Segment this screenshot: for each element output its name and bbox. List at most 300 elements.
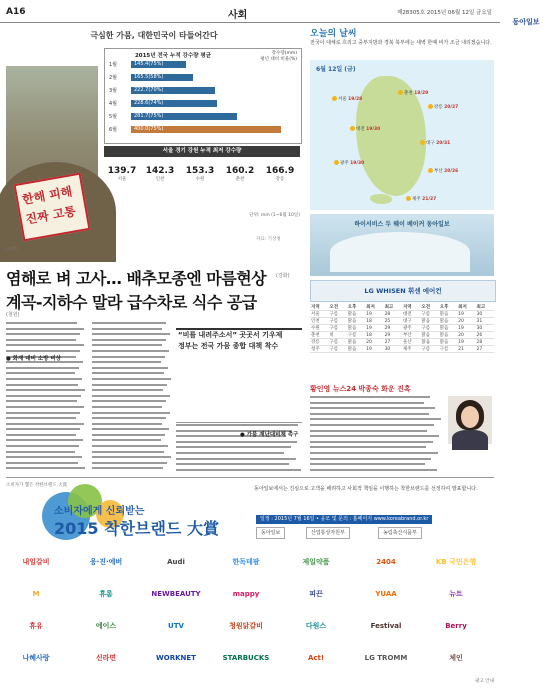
text-line [92,456,171,458]
pull-quote [176,328,302,423]
sponsor-badge: 동아일보 [256,527,285,539]
byline-2: (철원) [6,312,20,318]
brand-logo: STARBUCKS [222,654,270,662]
cell-label: 강릉 [275,177,285,182]
text-line [6,339,76,341]
table-cell [144,166,176,182]
brand-logo: YUAA [375,590,397,598]
brand-logo: Berry [445,622,467,630]
brand-award-ad [6,477,494,688]
text-line [176,452,284,454]
brand-logo: 휴롬 [99,590,113,598]
text-line [6,451,75,453]
text-line [92,417,166,419]
weather-cell: 21 [457,346,475,353]
city-name: 제주 [412,197,421,202]
brand-logo: 에이스 [95,622,117,630]
cell-label: 수원 [195,177,205,182]
face-shape [461,406,479,428]
cell-value: 142.3 [145,166,175,176]
brand-logo: 제일약품 [302,558,330,566]
subhead-text: ● 가뭄 재난대비책 촉구 [240,432,299,438]
page-header [0,0,540,26]
text-line [92,423,162,425]
text-line [6,372,75,374]
weather-cell: 광주 [402,325,420,332]
cell-label: 인천 [155,177,165,182]
city-label [428,168,458,174]
brand-logo: 체인 [449,654,463,662]
brand-logo: KB 국민은행 [435,558,477,566]
text-line [6,406,84,408]
city-label [406,196,436,202]
table-note: 단위: mm (1~6월 10일) [249,213,300,218]
weather-row [310,332,494,339]
weather-cell: 26 [476,332,494,339]
weather-table [310,304,494,353]
weather-row [310,304,494,311]
column-heading: 황인영 뉴스24 박종숙 화운 진혹 [310,385,411,393]
weather-cell: 강릉 [310,339,328,346]
text-line [310,413,429,415]
brand-logo: 다원스 [305,622,327,630]
text-line [92,328,162,330]
text-line [176,469,301,471]
weather-cell: 최고 [384,304,402,311]
city-label [350,126,380,132]
text-line [310,441,433,443]
weather-map [310,60,494,210]
bar-category-label: 3월 [109,88,118,94]
photo-caption: (사진) [6,247,19,252]
min-rainfall-table [104,146,300,222]
weather-cell: 28 [384,311,402,318]
ad-top-label: 소비자가 뽑은 착한브랜드 大賞 [6,483,68,488]
text-line [6,462,78,464]
brand-logo: mappy [232,590,260,598]
text-line [176,463,289,465]
weather-cell: 구름 [420,325,438,332]
legend-item: 평년 대비 비율(%) [260,57,297,62]
weather-cell: 19 [457,311,475,318]
text-line [6,467,85,469]
subhead-1 [6,352,86,364]
weather-cell: 맑음 [347,346,365,353]
brand-logo: 청원닭갈비 [229,622,263,630]
cell-value: 153.3 [185,166,215,176]
text-line [310,430,427,432]
weather-cell: 20 [365,339,383,346]
text-line [6,389,85,391]
text-line [92,467,163,469]
brand-logo: UTV [168,622,184,630]
weather-cell: 부산 [402,332,420,339]
weather-row [310,339,494,346]
text-line [6,428,80,430]
weather-cell: 27 [384,339,402,346]
text-line [92,395,170,397]
text-line [92,378,171,380]
weather-cell: 맑음 [439,311,457,318]
byline-1: (강화) [276,273,290,279]
text-line [92,344,162,346]
text-line [92,428,169,430]
text-line [6,445,79,447]
text-line [6,417,76,419]
subhead-2 [240,428,310,440]
weather-cell: 30 [384,346,402,353]
newspaper-logo: 동아일보 [512,18,540,26]
text-line [92,350,169,352]
protest-sign [13,173,90,242]
text-line [310,407,435,409]
weather-cell: 20 [457,318,475,325]
text-line [310,463,425,465]
bar-value-label: 222.7(70%) [134,87,164,93]
text-line [92,384,167,386]
city-label [398,90,428,96]
text-line [92,389,163,391]
weather-cell: 구름 [420,311,438,318]
pull-quote-line: “비를 내려주소서” 곳곳서 기우제 [178,331,283,339]
bar-value-label: 228.6(74%) [134,100,164,106]
weather-cell: 최고 [476,304,494,311]
page-number: A16 [6,7,26,17]
cell-label: 서울 [117,177,127,182]
text-line [92,356,165,358]
weather-cell: 청주 [310,346,328,353]
cell-label: 춘천 [235,177,245,182]
brand-logo: 2404 [376,558,396,566]
issue-info [397,8,540,26]
weather-cell: 울산 [402,339,420,346]
brand-logo: 내일갈비 [22,558,50,566]
sun-icon [350,126,355,131]
weather-cell: 27 [476,346,494,353]
issue-date: 제28305호 2015년 06월 12일 금요일 [397,10,492,16]
text-line [6,412,80,414]
weather-cell: 구름 [328,318,346,325]
weather-cell: 대전 [402,311,420,318]
article-column-2 [92,322,172,472]
weather-cell: 지역 [402,304,420,311]
text-line [6,344,84,346]
weather-cell: 인천 [310,318,328,325]
text-line [310,424,434,426]
chart-title: 2015년 전국 누적 강수량 평균 [134,53,212,59]
weather-cell: 18 [365,318,383,325]
brand-logo: 신라면 [95,654,117,662]
columnist-photo [448,396,492,444]
section-title: 사회 [228,10,248,21]
weather-cell: 오전 [420,304,438,311]
text-line [310,435,439,437]
text-line [6,384,78,386]
weather-row [310,311,494,318]
sun-icon [332,96,337,101]
text-line [310,469,437,471]
text-line [92,439,161,441]
table-title: 서울 경기 강원 누적 최저 강수량 [104,146,300,157]
text-line [310,396,430,398]
ad-tagline: 소비자에게 신뢰받는 [54,506,145,517]
weather-ad-banner [310,214,494,276]
city-label [420,140,450,146]
text-line [6,423,84,425]
sun-icon [420,140,425,145]
ad-footer: 광고 안내 [475,679,494,684]
city-temp: 20/31 [436,141,451,146]
city-name: 대전 [356,127,365,132]
weather-cell: 18 [365,332,383,339]
city-name: 서울 [338,97,347,102]
weather-title: 오늘의 날씨 [310,29,357,39]
sponsor-badge: 농림축산식품부 [378,527,422,539]
rainfall-bar [131,87,215,94]
weather-cell: 맑음 [347,311,365,318]
weather-cell: 맑음 [347,339,365,346]
bar-value-label: 145.4(75%) [134,61,164,67]
sun-icon [334,160,339,165]
brand-logo-grid [6,548,494,680]
weather-cell: 맑음 [439,339,457,346]
text-line [92,400,166,402]
text-line [6,400,77,402]
sign-text-1: 한해 피해 [21,184,74,207]
weather-row [310,346,494,353]
brand-logo: 한독테팜 [232,558,260,566]
text-line [176,458,296,460]
sponsor-badge: 산업통상자원부 [306,527,350,539]
weather-cell: 제주 [402,346,420,353]
weather-cell: 맑음 [420,332,438,339]
column-body [310,396,442,474]
bar-value-label: 165.5(58%) [134,74,164,80]
weather-cell: 구름 [328,346,346,353]
banner-text: 하이서비스 두 웨이 베이커 동아일보 [354,221,450,228]
table-cell [106,166,138,182]
map-date: 6월 12일 (금) [316,66,356,73]
text-line [92,451,164,453]
headline-2: 계곡-지하수 말라 급수차로 식수 공급 [6,293,257,312]
city-label [428,104,458,110]
city-temp: 20/27 [444,105,459,110]
bar-category-label: 4월 [109,101,118,107]
weather-cell: 19 [457,325,475,332]
headline-1: 염해로 벼 고사… 배추모종엔 마름현상 [6,269,267,288]
pull-quote-line: 정부는 전국 가뭄 종합 대책 착수 [178,342,279,350]
brand-logo: LG TROMM [364,654,408,662]
text-line [6,333,80,335]
city-name: 춘천 [404,91,413,96]
weather-cell: 맑음 [439,325,457,332]
aircon-ad-banner [310,280,496,302]
brand-logo: 뉴트 [449,590,463,598]
brand-logo: 나혜사랑 [22,654,50,662]
weather-cell: 구름 [328,339,346,346]
jeju-shape [370,194,392,204]
city-name: 광주 [340,161,349,166]
text-line [6,434,76,436]
sun-icon [398,90,403,95]
text-line [6,322,77,324]
drought-infographic [6,26,302,252]
text-line [176,441,297,443]
text-line [176,446,291,448]
weather-cell: 최저 [365,304,383,311]
sign-text-2: 진짜 고통 [24,204,77,227]
bar-category-label: 2월 [109,75,118,81]
sun-icon [428,168,433,173]
ad-info-bar: 일정 : 2015년 7월 16일 • 응모 및 문의 : 홈페이지 www.koreabrand.or.kr [256,515,432,524]
weather-cell: 구름 [420,346,438,353]
body-shape [452,430,488,450]
brand-logo: Audi [167,558,185,566]
rainfall-chart [104,48,302,144]
table-cell [184,166,216,182]
bar-category-label: 6월 [109,127,118,133]
city-label [334,160,364,166]
text-line [92,462,167,464]
weather-cell: 최저 [457,304,475,311]
weather-cell: 오후 [439,304,457,311]
weather-cell: 29 [384,332,402,339]
text-line [310,446,426,448]
sun-icon [428,104,433,109]
weather-cell: 31 [476,318,494,325]
weather-cell: 맑음 [420,318,438,325]
brand-logo: NEWBEAUTY [151,590,201,598]
text-line [92,445,168,447]
weather-cell: 20 [457,332,475,339]
city-temp: 20/26 [444,169,459,174]
cell-value: 139.7 [107,166,137,176]
mountain-shape [330,232,470,272]
city-temp: 19/30 [366,127,381,132]
text-line [310,452,438,454]
text-line [92,434,165,436]
drought-photo [6,66,98,244]
weather-cell: 맑음 [347,325,365,332]
text-line [92,406,162,408]
subhead-text: ● 화재 대비 소방 비상 [6,356,61,362]
weather-intro: 전국이 대체로 흐리고 중부지방과 경북 북부에는 새벽 한때 비가 조금 내리겠습니다. [310,40,492,46]
rainfall-bar [131,74,193,81]
text-line [6,456,82,458]
weather-cell: 맑음 [347,318,365,325]
weather-cell: 맑음 [439,318,457,325]
ad-description: 동아일보에서는 진심으로 고객을 배려하고 사회적 책임을 이행하는 착한브랜드를 선정하여 발표합니다. [254,486,478,492]
brand-logo: Festival [370,622,402,630]
brand-logo: 웅·진·에버 [89,558,123,566]
city-temp: 19/30 [350,161,365,166]
text-line [92,339,166,341]
brand-logo: 휴유 [29,622,43,630]
weather-cell: 19 [365,325,383,332]
bar-category-label: 1월 [109,62,118,68]
text-line [6,378,82,380]
text-line [310,418,441,420]
text-line [92,412,170,414]
brand-logo: WORKNET [156,654,196,662]
weather-cell: 맑음 [439,332,457,339]
weather-cell: 오후 [347,304,365,311]
text-line [310,458,431,460]
text-line [92,361,161,363]
weather-header [310,26,494,40]
text-line [92,372,164,374]
weather-cell: 맑음 [420,339,438,346]
text-line [92,333,170,335]
city-label [332,96,362,102]
weather-cell: 오전 [328,304,346,311]
rainfall-bar [131,113,237,120]
weather-cell: 서울 [310,311,328,318]
city-temp: 18/29 [414,91,429,96]
text-line [92,322,166,324]
weather-cell: 19 [365,311,383,318]
city-name: 강릉 [434,105,443,110]
legend-item: 강수량(mm) [271,51,297,56]
ad-title: 2015 착한브랜드 大賞 [54,519,219,538]
rainfall-bar [131,126,281,133]
weather-cell: 비 [328,332,346,339]
weather-cell: 구름 [328,325,346,332]
weather-cell: 30 [476,311,494,318]
weather-cell: 19 [365,346,383,353]
city-name: 대구 [426,141,435,146]
city-name: 부산 [434,169,443,174]
weather-cell: 29 [384,325,402,332]
weather-cell: 19 [457,339,475,346]
table-cell [224,166,256,182]
chart-source: 자료: 기상청 [256,237,281,242]
weather-cell: 대구 [402,318,420,325]
brand-logo: 피끈 [309,590,323,598]
text-line [6,367,79,369]
text-line [176,424,298,426]
weather-cell: 구름 [347,332,365,339]
cell-value: 160.2 [225,166,255,176]
weather-cell: 수원 [310,325,328,332]
text-line [6,328,84,330]
weather-cell: 25 [384,318,402,325]
city-temp: 21/27 [422,197,437,202]
text-line [6,439,83,441]
bar-category-label: 5월 [109,114,118,120]
weather-cell: 춘천 [310,332,328,339]
sun-icon [406,196,411,201]
weather-cell: 30 [476,325,494,332]
banner-text: LG WHISEN 휘센 에어컨 [364,287,442,295]
brand-logo: Act! [307,654,325,662]
weather-cell: 구름 [328,311,346,318]
text-line [310,402,424,404]
bar-value-label: 400.0(75%) [134,126,164,132]
weather-cell: 지역 [310,304,328,311]
weather-cell: 구름 [439,346,457,353]
weather-row [310,318,494,325]
chart-legend [260,51,297,63]
city-temp: 19/28 [348,97,363,102]
text-line [92,367,168,369]
article-column-1 [6,322,86,472]
cell-value: 166.9 [265,166,295,176]
weather-cell: 28 [476,339,494,346]
text-line [6,395,81,397]
weather-row [310,325,494,332]
brand-logo: M [32,590,40,598]
